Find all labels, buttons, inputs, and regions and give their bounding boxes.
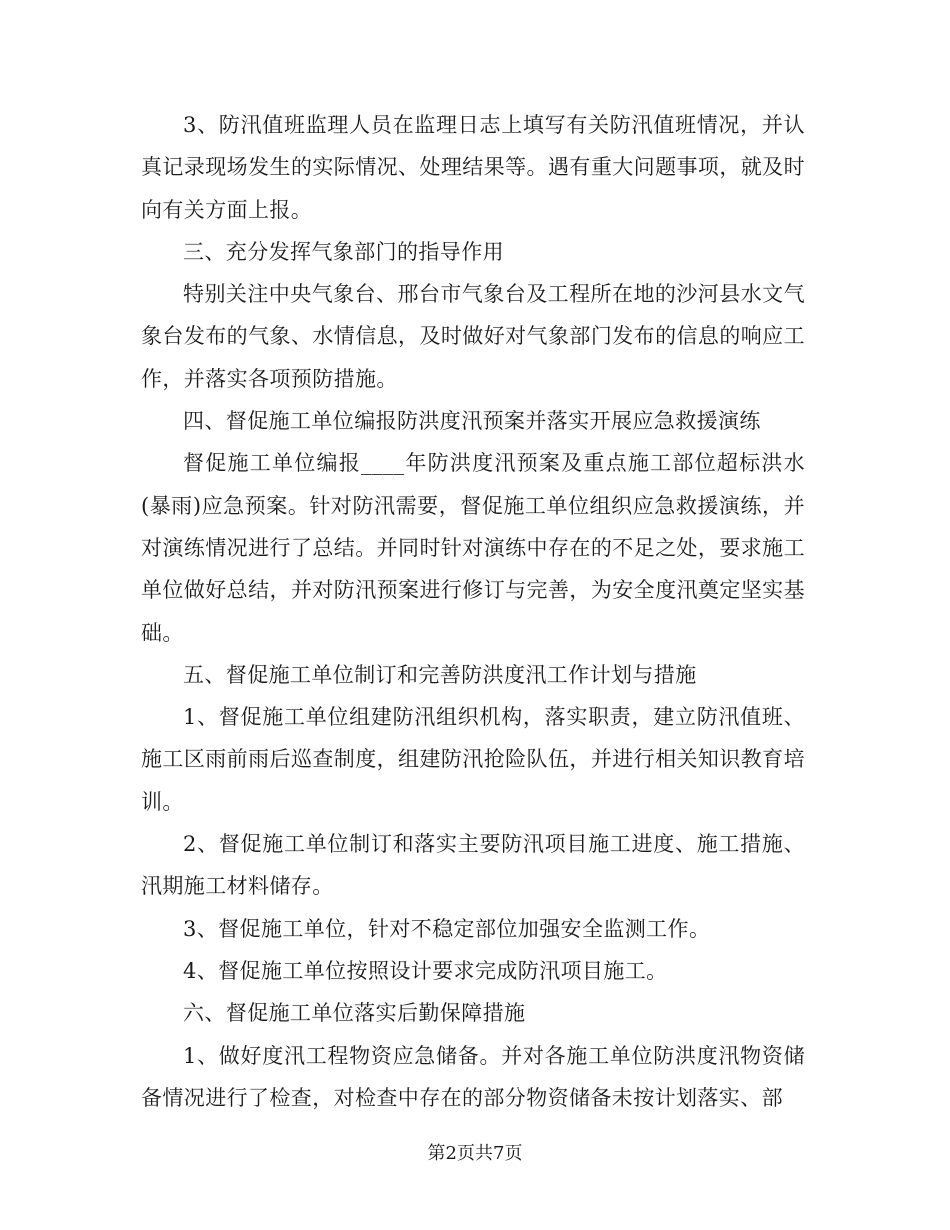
page-number: 第2页共7页: [427, 1143, 523, 1164]
paragraph-1: 3、防汛值班监理人员在监理日志上填写有关防汛值班情况，并认真记录现场发生的实际情况、处理结果等。遇有重大问题事项，就及时向有关方面上报。: [141, 113, 805, 222]
section-heading-4: 四、督促施工单位编报防洪度汛预案并落实开展应急救援演练: [183, 409, 761, 434]
document-body: [141, 104, 805, 1119]
paragraph-6: 3、督促施工单位，针对不稳定部位加强安全监测工作。: [183, 916, 711, 941]
paragraph-5: 2、督促施工单位制订和落实主要防汛项目施工进度、施工措施、汛期施工材料储存。: [141, 832, 805, 899]
section-heading-3: 三、充分发挥气象部门的指导作用: [183, 239, 504, 264]
section-heading-5: 五、督促施工单位制订和完善防洪度汛工作计划与措施: [183, 662, 697, 687]
paragraph-7: 4、督促施工单位按照设计要求完成防汛项目施工。: [183, 958, 668, 983]
section-heading-6: 六、督促施工单位落实后勤保障措施: [183, 1001, 526, 1026]
paragraph-4: 1、督促施工单位组建防汛组织机构，落实职责，建立防汛值班、施工区雨前雨后巡查制度，组建防汛抢险队伍，并进行相关知识教育培训。: [141, 705, 805, 814]
paragraph-2: 特别关注中央气象台、邢台市气象台及工程所在地的沙河县水文气象台发布的气象、水情信息，及时做好对气象部门发布的信息的响应工作，并落实各项预防措施。: [141, 282, 805, 391]
paragraph-8: 1、做好度汛工程物资应急储备。并对各施工单位防洪度汛物资储备情况进行了检查，对检查中存在的部分物资储备未按计划落实、部: [141, 1043, 805, 1110]
paragraph-3: 督促施工单位编报____年防洪度汛预案及重点施工部位超标洪水(暴雨)应急预案。针对防汛需要，督促施工单位组织应急救援演练，并对演练情况进行了总结。并同时针对演练中存在的不足之处，要求施工单位做好总结，并对防汛预案进行修订与完善，为安全度汛奠定坚实基础。: [141, 451, 805, 645]
